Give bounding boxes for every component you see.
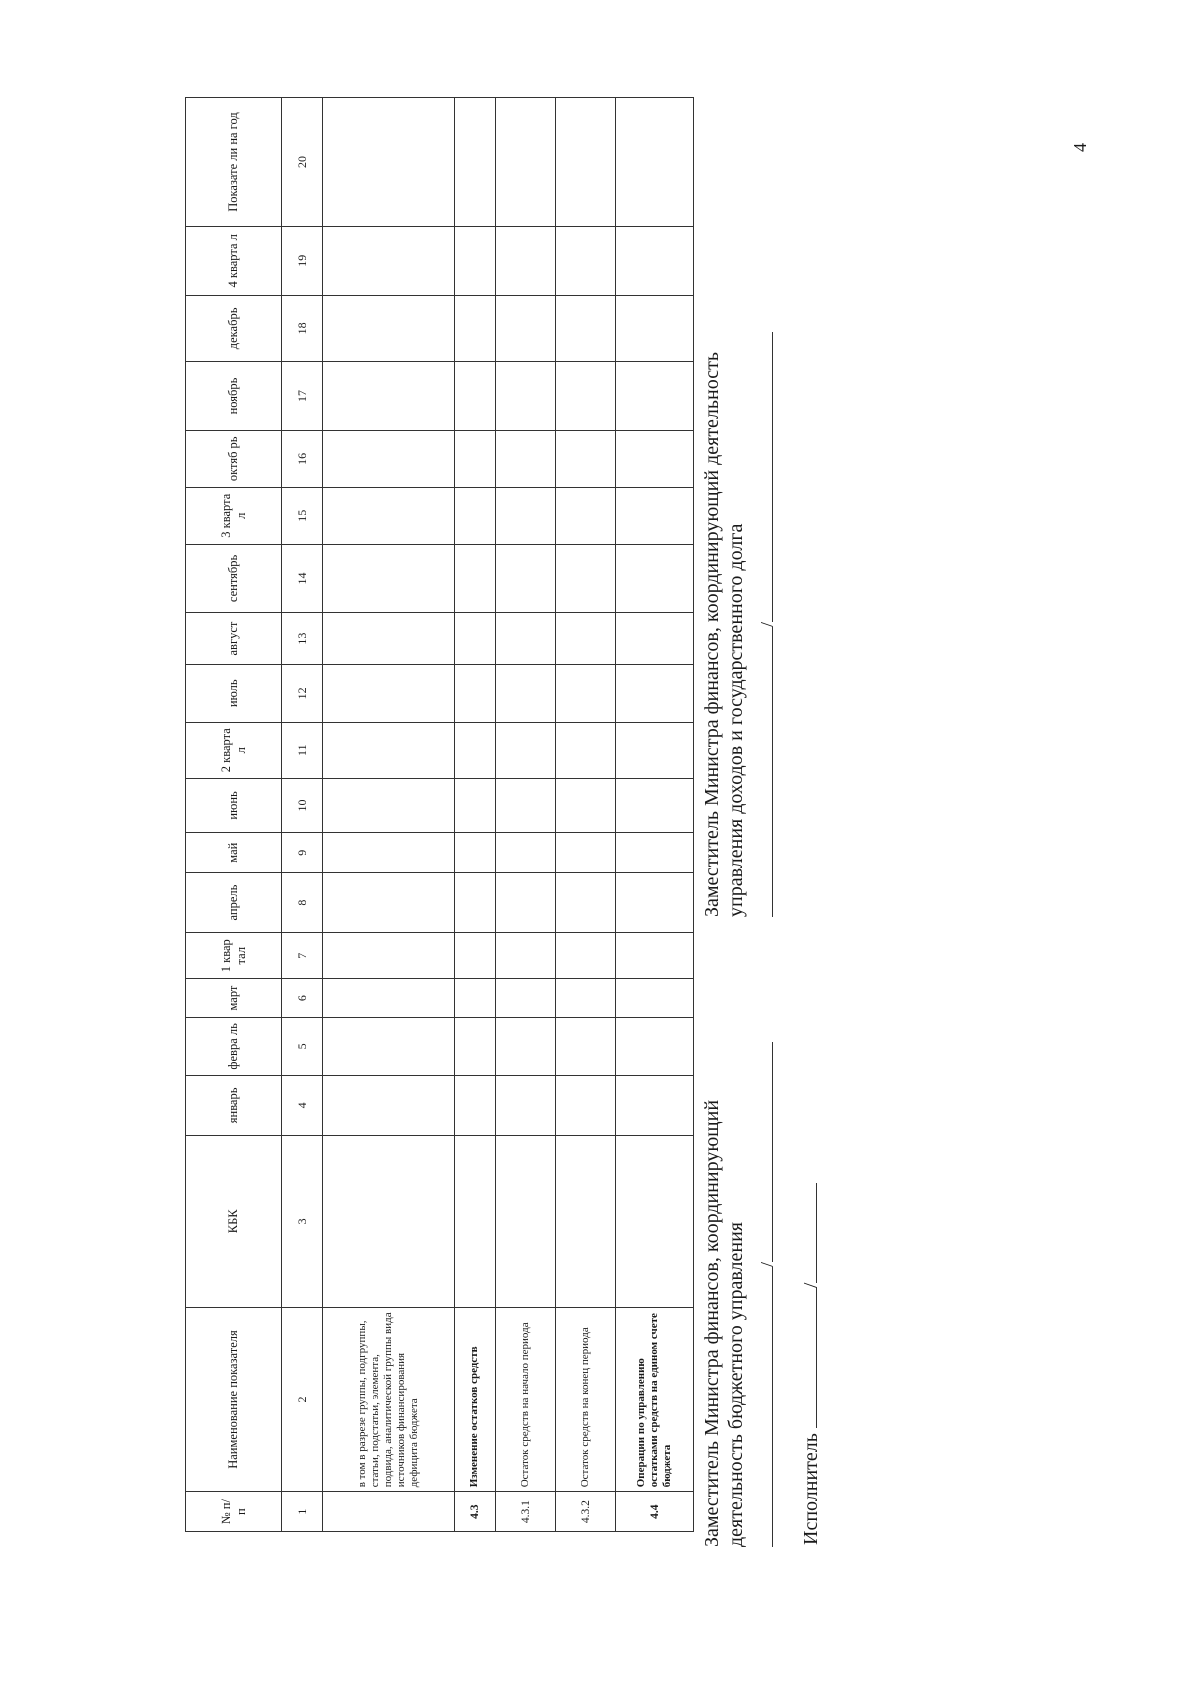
empty-cell [616, 979, 694, 1018]
empty-cell [496, 664, 556, 722]
empty-cell [455, 722, 496, 778]
executor-separator: / [800, 1282, 822, 1289]
empty-cell [323, 487, 455, 544]
empty-cell [496, 1135, 556, 1307]
header-cell: январь [186, 1075, 282, 1135]
empty-cell [556, 1075, 616, 1135]
empty-cell [496, 613, 556, 665]
signature-block-revenue [700, 277, 779, 917]
column-number: 12 [282, 664, 323, 722]
column-number-row [282, 98, 323, 1532]
empty-cell [616, 226, 694, 295]
empty-cell [556, 664, 616, 722]
empty-cell [323, 295, 455, 362]
empty-cell [455, 544, 496, 613]
empty-cell [323, 98, 455, 227]
empty-cell [616, 933, 694, 979]
column-number: 3 [282, 1135, 323, 1307]
column-number: 20 [282, 98, 323, 227]
empty-cell [323, 664, 455, 722]
row-name: Изменение остатков средств [455, 1307, 496, 1492]
signature-separator: / [757, 1261, 777, 1267]
column-number: 5 [282, 1017, 323, 1075]
empty-cell [616, 362, 694, 431]
table-row [496, 98, 556, 1532]
empty-cell [455, 664, 496, 722]
empty-cell [496, 778, 556, 833]
column-number: 14 [282, 544, 323, 613]
empty-cell [616, 664, 694, 722]
column-number: 15 [282, 487, 323, 544]
header-cell: декабрь [186, 295, 282, 362]
empty-cell [616, 295, 694, 362]
row-name: Остаток средств на конец периода [556, 1307, 616, 1492]
empty-cell [556, 362, 616, 431]
empty-cell [556, 1135, 616, 1307]
column-number: 18 [282, 295, 323, 362]
row-name: Операции по управлению остатками средств на едином счете бюджета [616, 1307, 694, 1492]
empty-cell [323, 226, 455, 295]
row-number: 4.3.2 [556, 1492, 616, 1532]
empty-cell [455, 1135, 496, 1307]
empty-cell [455, 778, 496, 833]
empty-cell [556, 1017, 616, 1075]
empty-cell [323, 873, 455, 933]
empty-cell [323, 833, 455, 873]
empty-cell [455, 98, 496, 227]
header-cell: Показате ли на год [186, 98, 282, 227]
signature-blank [756, 1267, 773, 1547]
empty-cell [496, 933, 556, 979]
signature-title: Заместитель Министра финансов, координирующий деятельность управления доходов и государственного долга [701, 352, 747, 917]
empty-cell [556, 430, 616, 487]
empty-cell [455, 1017, 496, 1075]
header-cell: июнь [186, 778, 282, 833]
executor-signature-blank [800, 1288, 817, 1428]
executor-line [800, 1183, 823, 1545]
empty-cell [616, 1075, 694, 1135]
signature-line [756, 987, 779, 1547]
empty-cell [455, 933, 496, 979]
header-cell: Наименование показателя [186, 1307, 282, 1492]
empty-cell [323, 362, 455, 431]
empty-cell [455, 295, 496, 362]
empty-cell [556, 487, 616, 544]
header-cell: 2 кварта л [186, 722, 282, 778]
empty-cell [323, 613, 455, 665]
row-number: 4.3.1 [496, 1492, 556, 1532]
empty-cell [556, 226, 616, 295]
header-cell: май [186, 833, 282, 873]
row-number: 4.3 [455, 1492, 496, 1532]
column-number: 9 [282, 833, 323, 873]
column-number: 10 [282, 778, 323, 833]
row-name: в том в разрезе группы, подгруппы, статьи, подстатьи, элемента, подвида, аналитической группы вида источников финансирования дефицита бюджета [323, 1307, 455, 1492]
header-cell: 4 кварта л [186, 226, 282, 295]
empty-cell [323, 778, 455, 833]
empty-cell [455, 487, 496, 544]
header-cell: сентябрь [186, 544, 282, 613]
empty-cell [455, 362, 496, 431]
empty-cell [455, 873, 496, 933]
column-number: 6 [282, 979, 323, 1018]
signature-blank [756, 627, 773, 917]
empty-cell [616, 544, 694, 613]
signature-title: Заместитель Министра финансов, координирующий деятельность бюджетного управления [701, 1099, 747, 1547]
empty-cell [556, 722, 616, 778]
empty-cell [556, 295, 616, 362]
empty-cell [496, 979, 556, 1018]
empty-cell [556, 833, 616, 873]
empty-cell [616, 833, 694, 873]
empty-cell [496, 430, 556, 487]
empty-cell [616, 430, 694, 487]
empty-cell [616, 778, 694, 833]
column-number: 16 [282, 430, 323, 487]
empty-cell [455, 226, 496, 295]
header-cell: август [186, 613, 282, 665]
empty-cell [616, 487, 694, 544]
empty-cell [455, 613, 496, 665]
table-row [616, 98, 694, 1532]
column-number: 17 [282, 362, 323, 431]
report-table [185, 97, 694, 1532]
signature-block-budget [700, 987, 779, 1547]
empty-cell [323, 430, 455, 487]
empty-cell [323, 544, 455, 613]
empty-cell [496, 226, 556, 295]
table-row [556, 98, 616, 1532]
column-number: 2 [282, 1307, 323, 1492]
page-number: 4 [1070, 143, 1090, 152]
column-number: 13 [282, 613, 323, 665]
empty-cell [323, 933, 455, 979]
table-row [323, 98, 455, 1532]
empty-cell [616, 1017, 694, 1075]
empty-cell [496, 295, 556, 362]
empty-cell [323, 1075, 455, 1135]
empty-cell [556, 873, 616, 933]
row-number [323, 1492, 455, 1532]
empty-cell [556, 613, 616, 665]
name-blank [756, 1042, 773, 1262]
empty-cell [616, 613, 694, 665]
header-cell: июль [186, 664, 282, 722]
header-cell: апрель [186, 873, 282, 933]
table-row [455, 98, 496, 1532]
empty-cell [323, 1017, 455, 1075]
empty-cell [496, 362, 556, 431]
empty-cell [556, 98, 616, 227]
header-cell: ноябрь [186, 362, 282, 431]
executor-label: Исполнитель [800, 1433, 822, 1545]
header-cell: № п/п [186, 1492, 282, 1532]
header-cell: 3 кварта л [186, 487, 282, 544]
empty-cell [496, 722, 556, 778]
empty-cell [323, 979, 455, 1018]
header-cell: октяб рь [186, 430, 282, 487]
empty-cell [556, 933, 616, 979]
column-number: 19 [282, 226, 323, 295]
empty-cell [323, 722, 455, 778]
empty-cell [616, 1135, 694, 1307]
column-number: 7 [282, 933, 323, 979]
row-name: Остаток средств на начало периода [496, 1307, 556, 1492]
row-number: 4.4 [616, 1492, 694, 1532]
empty-cell [556, 979, 616, 1018]
empty-cell [496, 873, 556, 933]
signature-line [756, 277, 779, 917]
header-row [186, 98, 282, 1532]
column-number: 1 [282, 1492, 323, 1532]
empty-cell [616, 722, 694, 778]
executor-name-blank [800, 1183, 817, 1283]
empty-cell [455, 979, 496, 1018]
empty-cell [556, 778, 616, 833]
empty-cell [455, 833, 496, 873]
signature-separator: / [757, 621, 777, 627]
empty-cell [616, 98, 694, 227]
column-number: 8 [282, 873, 323, 933]
header-cell: март [186, 979, 282, 1018]
report-table-container [185, 97, 674, 1532]
empty-cell [323, 1135, 455, 1307]
header-cell: февра ль [186, 1017, 282, 1075]
empty-cell [455, 430, 496, 487]
header-cell: КБК [186, 1135, 282, 1307]
header-cell: 1 квар тал [186, 933, 282, 979]
empty-cell [496, 487, 556, 544]
empty-cell [556, 544, 616, 613]
empty-cell [496, 833, 556, 873]
empty-cell [455, 1075, 496, 1135]
empty-cell [496, 98, 556, 227]
empty-cell [496, 544, 556, 613]
name-blank [756, 332, 773, 622]
column-number: 4 [282, 1075, 323, 1135]
empty-cell [496, 1017, 556, 1075]
empty-cell [616, 873, 694, 933]
column-number: 11 [282, 722, 323, 778]
empty-cell [496, 1075, 556, 1135]
